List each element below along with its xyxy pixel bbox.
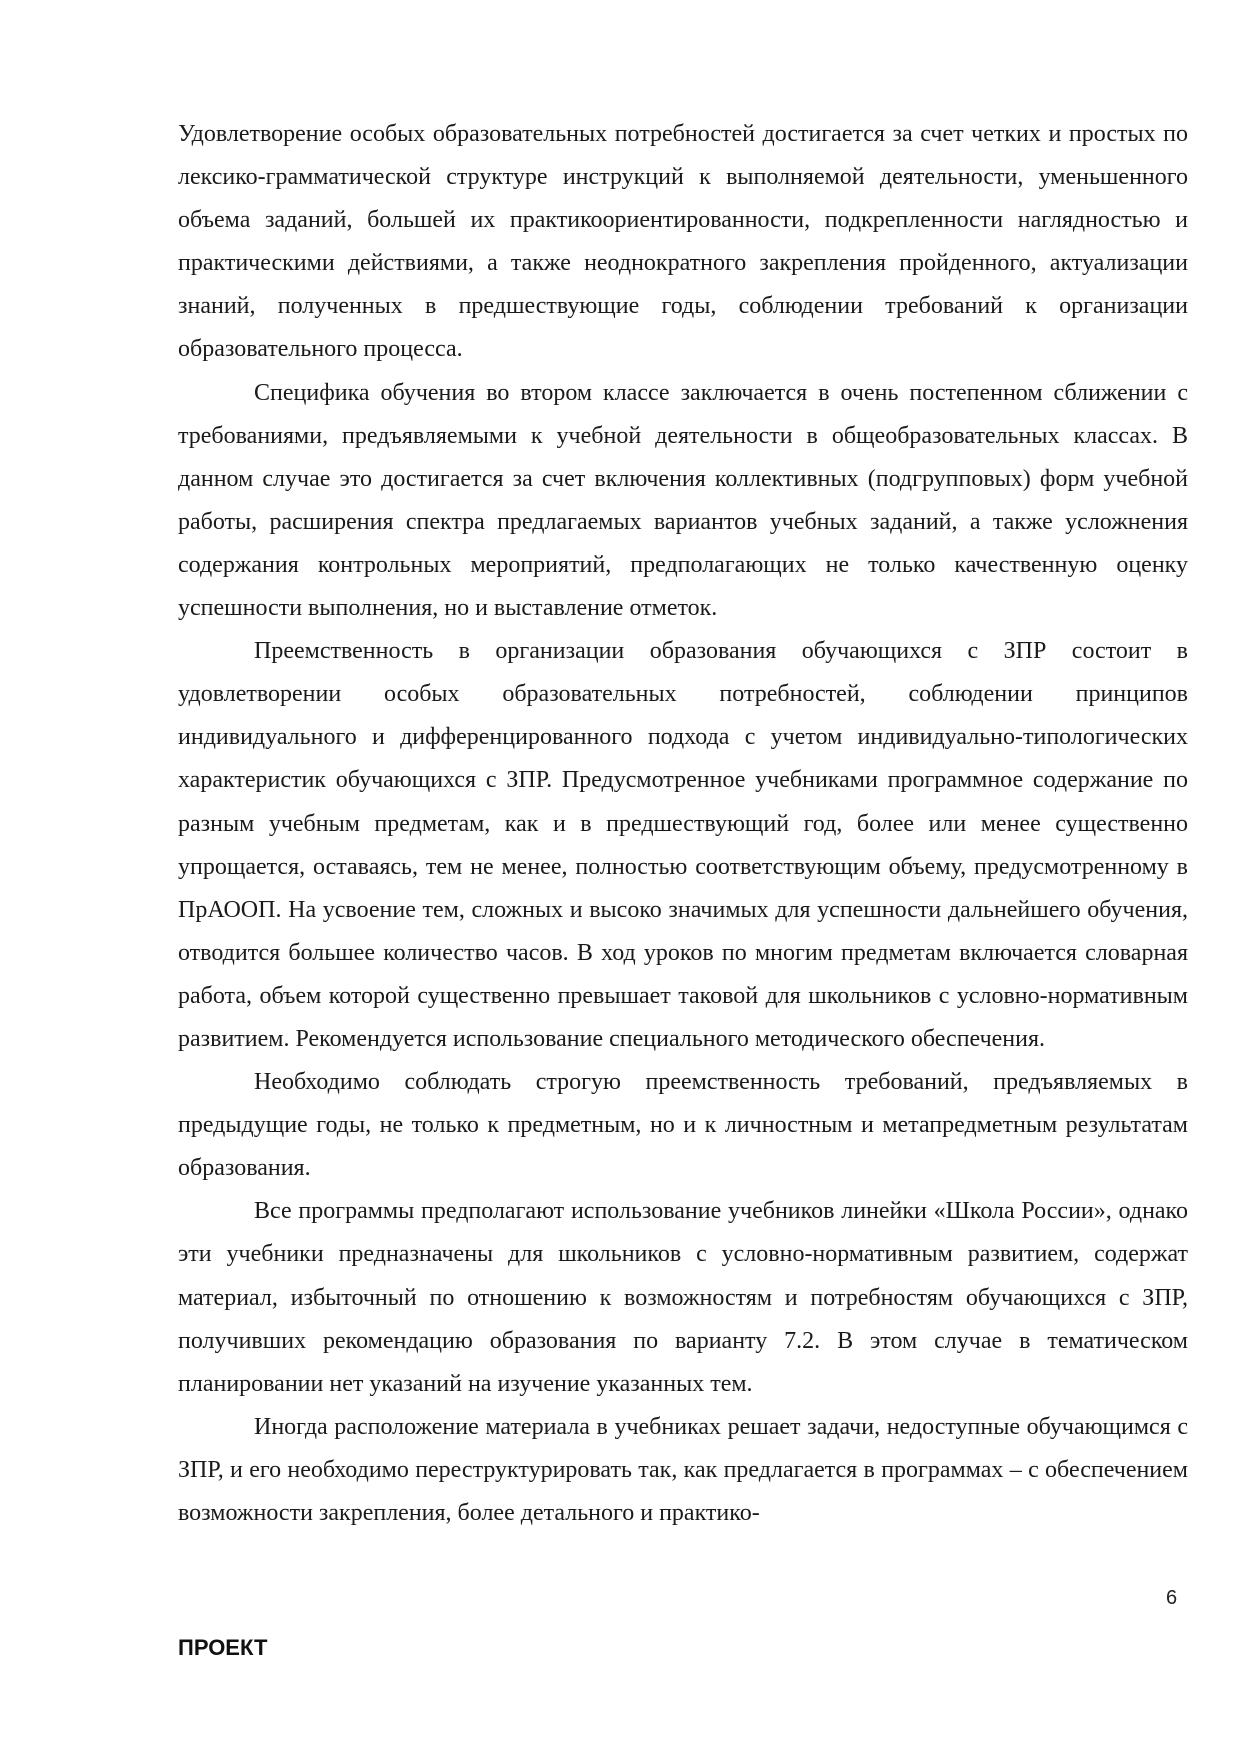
paragraph-3: Преемственность в организации образования обучающихся с ЗПР состоит в удовлетворении особых образовательных потребностей, соблюдении принципов индивидуального и дифференцированного подхода с учетом индивидуально-типологических характеристик обучающихся с ЗПР. Предусмотренное учебниками программное содержание по разным учебным предметам, как и в предшествующий год, более или менее существенно упрощается, оставаясь, тем не менее, полностью соответствующим объему, предусмотренному в ПрАООП. На усвоение тем, сложных и высоко значимых для успешности дальнейшего обучения, отводится большее количество часов. В ход уроков по многим предметам включается словарная работа, объем которой существенно превышает таковой для школьников с условно-нормативным развитием. Рекомендуется использование специального методического обеспечения.: [178, 638, 1188, 1052]
footer-label: ПРОЕКТ: [178, 1635, 268, 1660]
paragraph-6: Иногда расположение материала в учебниках решает задачи, недоступные обучающимся с ЗПР, и его необходимо переструктурировать так, как предлагается в программах – с обеспечением возможности закрепления, более детального и практико-: [178, 1413, 1188, 1526]
paragraph-2: Специфика обучения во втором классе заключается в очень постепенном сближении с требованиями, предъявляемыми к учебной деятельности в общеобразовательных классах. В данном случае это достигается за счет включения коллективных (подгрупповых) форм учебной работы, расширения спектра предлагаемых вариантов учебных заданий, а также усложнения содержания контрольных мероприятий, предполагающих не только качественную оценку успешности выполнения, но и выставление отметок.: [178, 379, 1188, 622]
paragraph-1: Удовлетворение особых образовательных потребностей достигается за счет четких и простых по лексико-грамматической структуре инструкций к выполняемой деятельности, уменьшенного объема заданий, большей их практикоориентированности, подкрепленности наглядностью и практическими действиями, а также неоднократного закрепления пройденного, актуализации знаний, полученных в предшествующие годы, соблюдении требований к организации образовательного процесса.: [178, 121, 1188, 363]
paragraph-5: Все программы предполагают использование учебников линейки «Школа России», однако эти учебники предназначены для школьников с условно-нормативным развитием, содержат материал, избыточный по отношению к возможностям и потребностям обучающихся с ЗПР, получивших рекомендацию образования по варианту 7.2. В этом случае в тематическом планировании нет указаний на изучение указанных тем.: [178, 1198, 1188, 1397]
paragraph-4: Необходимо соблюдать строгую преемственность требований, предъявляемых в предыдущие годы, не только к предметным, но и к личностным и метапредметным результатам образования.: [178, 1069, 1188, 1182]
page-number: 6: [1166, 1587, 1178, 1609]
document-body: [178, 113, 1188, 1535]
